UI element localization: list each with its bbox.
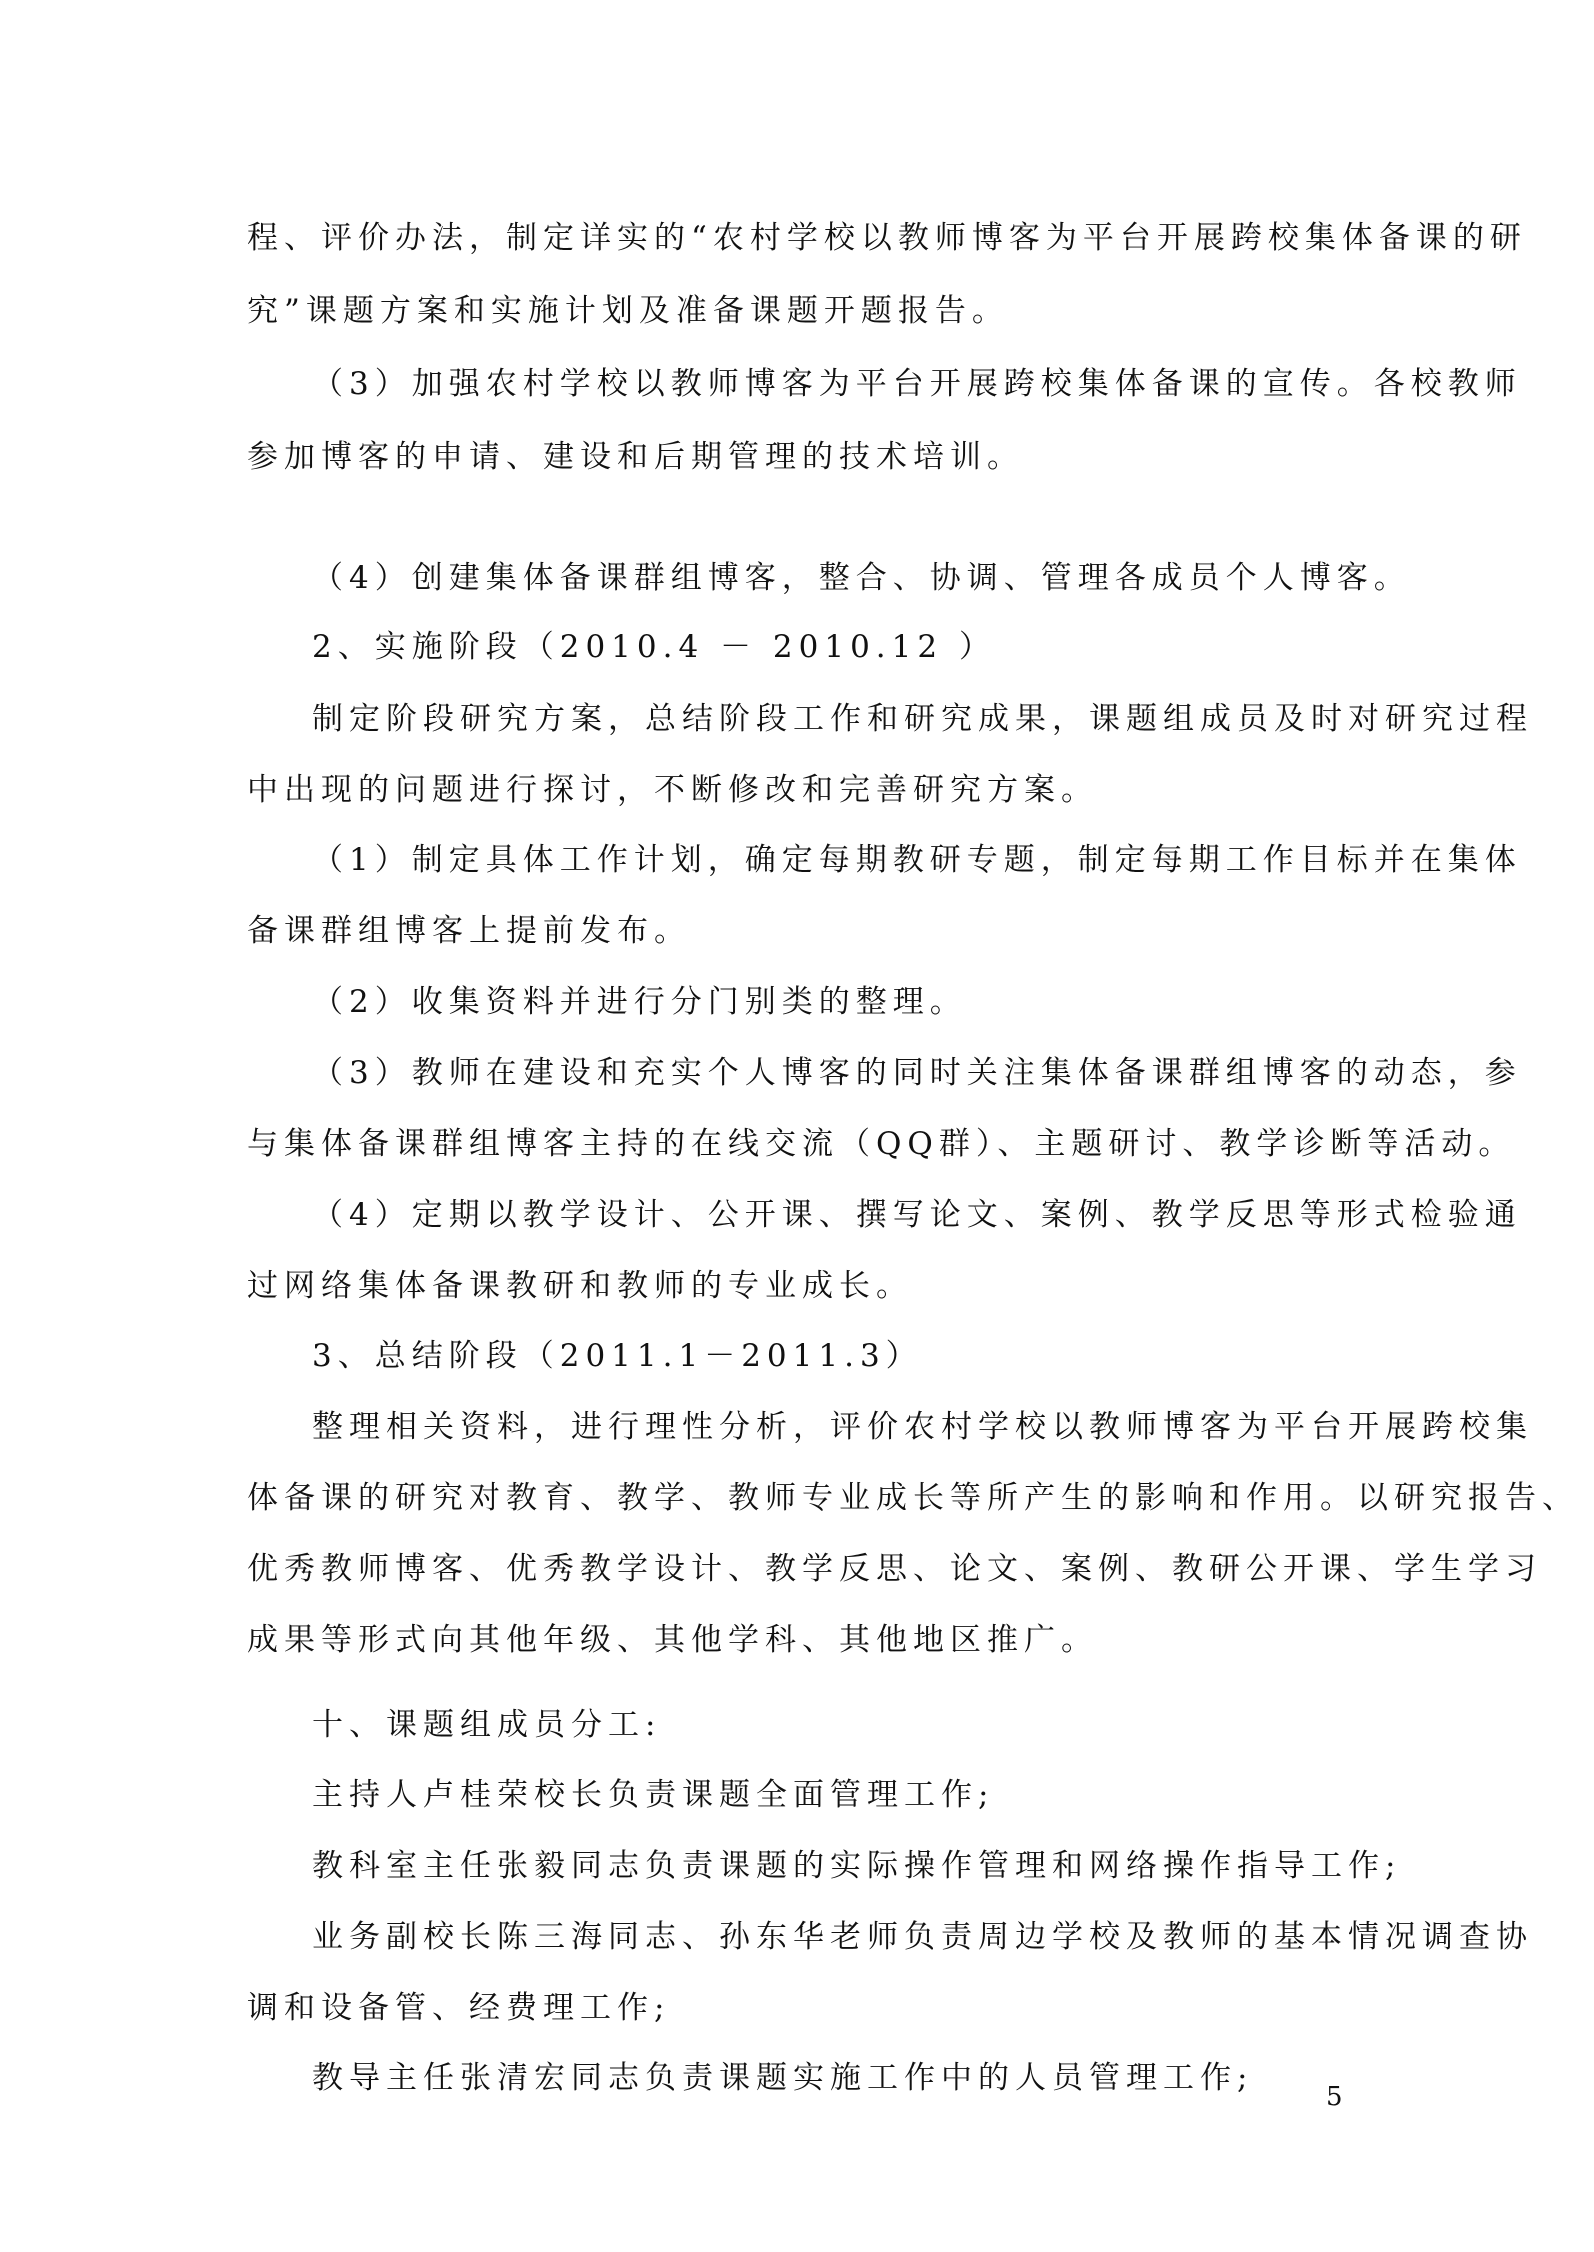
paragraph-line: 体备课的研究对教育、教学、教师专业成长等所产生的影响和作用。以研究报告、 [247, 1480, 1579, 1516]
paragraph-line: 备课群组博客上提前发布。 [247, 913, 691, 949]
paragraph-line: 成果等形式向其他年级、其他学科、其他地区推广。 [247, 1622, 1098, 1658]
paragraph-line: 与集体备课群组博客主持的在线交流（QQ群）、主题研讨、教学诊断等活动。 [247, 1126, 1516, 1162]
paragraph-line: 优秀教师博客、优秀教学设计、教学反思、论文、案例、教研公开课、学生学习 [247, 1551, 1542, 1587]
paragraph-line: 过网络集体备课教研和教师的专业成长。 [247, 1268, 913, 1304]
paragraph-line: （3）教师在建设和充实个人博客的同时关注集体备课群组博客的动态，参 [312, 1055, 1522, 1091]
section-heading: 3、总结阶段（2011.1－2011.3） [312, 1338, 923, 1374]
paragraph-line: 教导主任张清宏同志负责课题实施工作中的人员管理工作; [312, 2060, 1254, 2096]
paragraph-line: （1）制定具体工作计划，确定每期教研专题，制定每期工作目标并在集体 [312, 842, 1522, 878]
paragraph-line: 程、评价办法，制定详实的“农村学校以教师博客为平台开展跨校集体备课的研 [247, 220, 1527, 256]
paragraph-line: 究”课题方案和实施计划及准备课题开题报告。 [247, 293, 1009, 329]
paragraph-line: （2）收集资料并进行分门别类的整理。 [312, 984, 967, 1020]
page-number: 5 [1326, 2082, 1343, 2112]
paragraph-line: 业务副校长陈三海同志、孙东华老师负责周边学校及教师的基本情况调查协 [312, 1919, 1533, 1955]
paragraph-line: 中出现的问题进行探讨，不断修改和完善研究方案。 [247, 772, 1098, 808]
paragraph-line: （4）定期以教学设计、公开课、撰写论文、案例、教学反思等形式检验通 [312, 1197, 1522, 1233]
section-heading: 十、课题组成员分工: [312, 1707, 662, 1743]
section-heading: 2、实施阶段（2010.4 － 2010.12 ） [312, 629, 996, 665]
paragraph-line: 制定阶段研究方案，总结阶段工作和研究成果，课题组成员及时对研究过程 [312, 701, 1533, 737]
paragraph-line: 调和设备管、经费理工作; [247, 1990, 671, 2026]
paragraph-line: （4）创建集体备课群组博客，整合、协调、管理各成员个人博客。 [312, 560, 1411, 596]
paragraph-line: 主持人卢桂荣校长负责课题全面管理工作; [312, 1777, 995, 1813]
paragraph-line: （3）加强农村学校以教师博客为平台开展跨校集体备课的宣传。各校教师 [312, 366, 1522, 402]
paragraph-line: 参加博客的申请、建设和后期管理的技术培训。 [247, 439, 1024, 475]
paragraph-line: 整理相关资料，进行理性分析，评价农村学校以教师博客为平台开展跨校集 [312, 1409, 1533, 1445]
paragraph-line: 教科室主任张毅同志负责课题的实际操作管理和网络操作指导工作; [312, 1848, 1402, 1884]
